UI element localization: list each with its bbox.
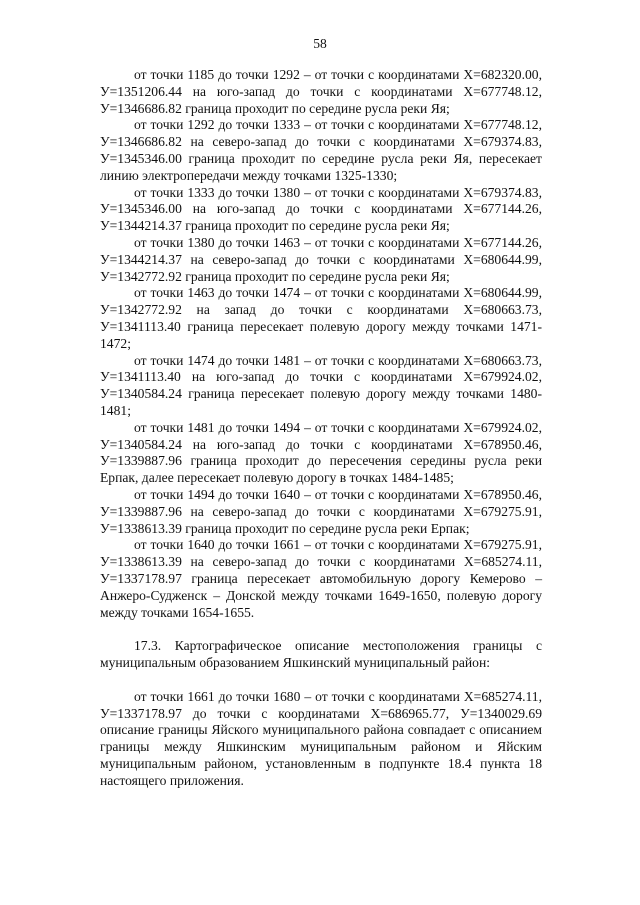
boundary-paragraph: от точки 1474 до точки 1481 – от точки с координатами Х=680663.73, У=1341113.40 на юго-запад до точки с координатами Х=679924.02, У=1340584.24 граница пересекает полевую дорогу между точками 1480-1481; bbox=[100, 352, 542, 418]
boundary-paragraph: от точки 1333 до точки 1380 – от точки с координатами Х=679374.83, У=1345346.00 на юго-запад до точки с координатами Х=677144.26, У=1344214.37 граница проходит по середине русла реки Яя; bbox=[100, 184, 542, 234]
boundary-paragraph: от точки 1463 до точки 1474 – от точки с координатами Х=680644.99, У=1342772.92 на запад до точки с координатами Х=680663.73, У=1341113.40 граница пересекает полевую дорогу между точками 1471-1472; bbox=[100, 285, 542, 351]
boundary-paragraph: от точки 1481 до точки 1494 – от точки с координатами Х=679924.02, У=1340584.24 на юго-запад до точки с координатами Х=678950.46, У=1339887.96 граница проходит до пересечения середины русла реки Ерпак, далее пересекает полевую дорогу в точках 1484-1485; bbox=[100, 419, 542, 486]
document-body bbox=[100, 67, 542, 790]
boundary-paragraph: от точки 1292 до точки 1333 – от точки с координатами Х=677748.12, У=1346686.82 на северо-запад до точки с координатами Х=679374.83, У=1345346.00 граница проходит по середине русла реки Яя, пересекает линию электропередачи между точками 1325-1330; bbox=[100, 117, 542, 183]
boundary-paragraph: от точки 1640 до точки 1661 – от точки с координатами Х=679275.91, У=1338613.39 на северо-запад до точки с координатами Х=685274.11, У=1337178.97 граница пересекает автомобильную дорогу Кемерово – Анжеро-Судженск – Донской между точками 1649-1650, полевую дорогу между точками 1654-1655. bbox=[100, 537, 542, 620]
boundary-paragraph: от точки 1185 до точки 1292 – от точки с координатами Х=682320.00, У=1351206.44 на юго-запад до точки с координатами Х=677748.12, У=1346686.82 граница проходит по середине русла реки Яя; bbox=[100, 67, 542, 116]
section-paragraph: от точки 1661 до точки 1680 – от точки с координатами Х=685274.11, У=1337178.97 до точки с координатами Х=686965.77, У=1340029.69 описание границы Яйского муниципального района совпадает с описанием границы между Яшкинским муниципальным районом и Яйским муниципальным районом, установленным в подпункте 18.4 пункта 18 настоящего приложения. bbox=[100, 688, 542, 788]
page-number: 58 bbox=[313, 36, 327, 51]
boundary-paragraph: от точки 1380 до точки 1463 – от точки с координатами Х=677144.26, У=1344214.37 на северо-запад до точки с координатами Х=680644.99, У=1342772.92 граница проходит по середине русла реки Яя; bbox=[100, 234, 542, 284]
section-heading: 17.3. Картографическое описание местоположения границы с муниципальным образованием Яшкинский муниципальный район: bbox=[100, 638, 542, 671]
boundary-paragraph: от точки 1494 до точки 1640 – от точки с координатами Х=678950.46, У=1339887.96 на северо-запад до точки с координатами Х=679275.91, У=1338613.39 граница проходит по середине русла реки Ерпак; bbox=[100, 486, 542, 536]
